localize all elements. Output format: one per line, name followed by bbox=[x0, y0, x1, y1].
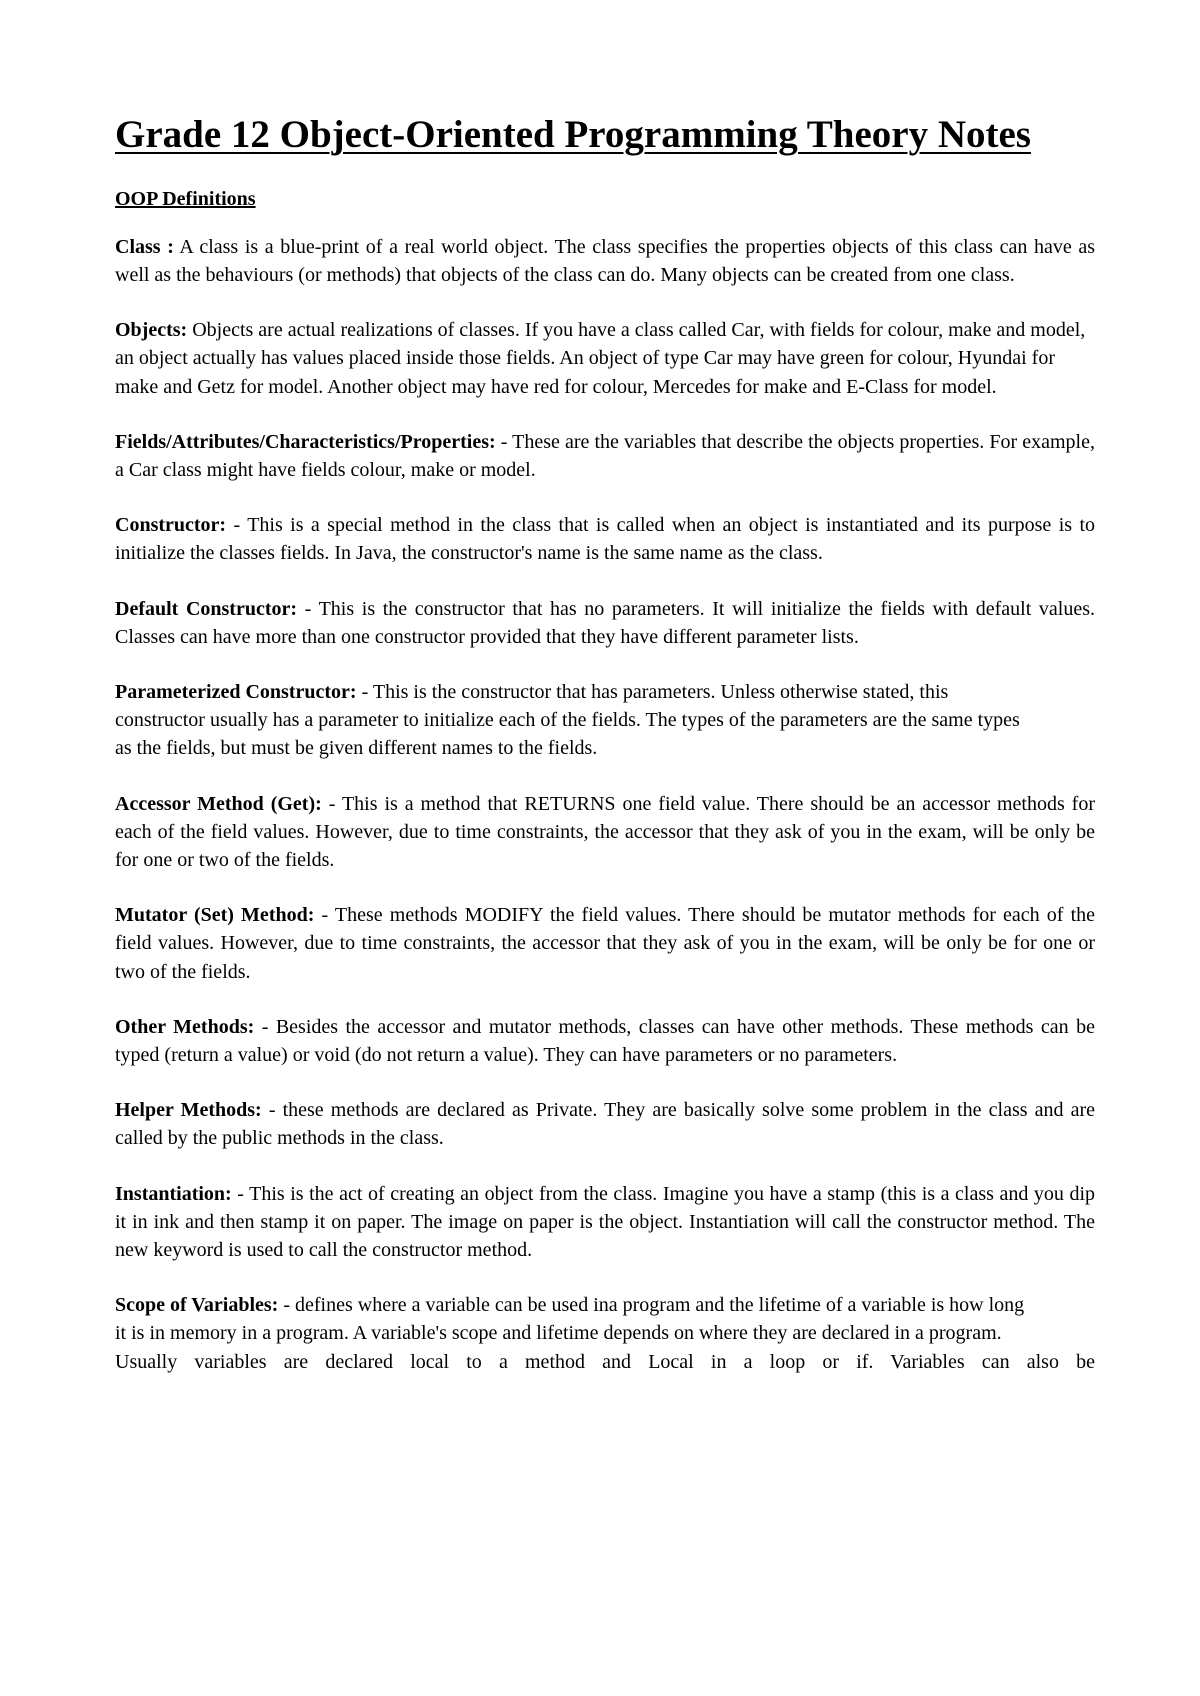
definition-text: - These are the variables that describe the objects properties. For example, a Car class might have fields colour, make or model. bbox=[115, 430, 1095, 482]
definition-text: - This is a method that RETURNS one field value. There should be an accessor methods for each of the field values. However, due to time constraints, the accessor that they ask of you in the exam, will be only be for one or two of the fields. bbox=[115, 792, 1095, 872]
definition-term: Default Constructor: bbox=[115, 597, 298, 620]
definition-parameterized-constructor bbox=[115, 678, 1035, 763]
definition-text: - This is the act of creating an object from the class. Imagine you have a stamp (this is a class and you dip it in ink and then stamp it on paper. The image on paper is the object. Instantiation will call the constructor method. The new keyword is used to call the constructor method. bbox=[115, 1182, 1095, 1262]
section-heading: OOP Definitions bbox=[115, 187, 256, 210]
definition-class bbox=[115, 233, 1095, 289]
definition-term: Constructor: bbox=[115, 514, 227, 537]
document-page bbox=[115, 112, 1095, 1376]
definition-text: - Besides the accessor and mutator methods, classes can have other methods. These methods can be typed (return a value) or void (do not return a value). They can have parameters or no parameters. bbox=[115, 1015, 1095, 1067]
definition-term: Objects: bbox=[115, 319, 188, 342]
definition-text: - This is a special method in the class that is called when an object is instantiated and its purpose is to initialize the classes fields. In Java, the constructor's name is the same name as the class. bbox=[115, 514, 1095, 565]
definition-instantiation bbox=[115, 1180, 1095, 1265]
definition-text: Objects are actual realizations of classes. If you have a class called Car, with fields for colour, make and model, an object actually has values placed inside those fields. An object of type Car may have green for colour, Hyundai for make and Getz for model. Another object may have red for colour, Mercedes for make and E-Class for model. bbox=[115, 319, 1086, 398]
definition-mutator-method bbox=[115, 901, 1095, 986]
definition-default-constructor bbox=[115, 595, 1095, 651]
definition-constructor bbox=[115, 511, 1095, 567]
definition-helper-methods bbox=[115, 1096, 1095, 1152]
definition-term: Accessor Method (Get): bbox=[115, 792, 322, 815]
definition-accessor-method bbox=[115, 790, 1095, 875]
definition-term: Helper Methods: bbox=[115, 1099, 262, 1122]
definition-term: Scope of Variables: bbox=[115, 1294, 279, 1317]
definition-scope-of-variables bbox=[115, 1291, 1035, 1347]
definition-term: Class : bbox=[115, 235, 174, 258]
trailing-paragraph: Usually variables are declared local to a method and Local in a loop or if. Variables can also be bbox=[115, 1350, 1095, 1373]
definition-text: - This is the constructor that has no parameters. It will initialize the fields with default values. Classes can have more than one constructor provided that they have different parameter lists. bbox=[115, 597, 1095, 648]
definition-text: A class is a blue-print of a real world object. The class specifies the properties objects of this class can have as well as the behaviours (or methods) that objects of the class can do. Many objects can be created from one class. bbox=[115, 235, 1096, 286]
definition-text: - This is the constructor that has parameters. Unless otherwise stated, this constructor usually has a parameter to initialize each of the fields. The types of the parameters are the same types as the fields, but must be given different names to the fields. bbox=[115, 681, 1020, 760]
definition-text: - defines where a variable can be used ina program and the lifetime of a variable is how long it is in memory in a program. A variable's scope and lifetime depends on where they are declared in a program. bbox=[115, 1294, 1025, 1345]
definition-fields bbox=[115, 428, 1095, 484]
definition-text: - These methods MODIFY the field values. There should be mutator methods for each of the field values. However, due to time constraints, the accessor that they ask of you in the exam, will be only be for one or two of the fields. bbox=[115, 904, 1096, 983]
definition-term: Mutator (Set) Method: bbox=[115, 904, 315, 927]
definition-objects bbox=[115, 316, 1095, 401]
definition-term: Instantiation: bbox=[115, 1182, 232, 1205]
definition-term: Parameterized Constructor: bbox=[115, 681, 357, 704]
document-title: Grade 12 Object-Oriented Programming Theory Notes bbox=[115, 113, 1031, 156]
definition-other-methods bbox=[115, 1013, 1095, 1069]
definition-term: Fields/Attributes/Characteristics/Properties: bbox=[115, 430, 496, 453]
definition-term: Other Methods: bbox=[115, 1015, 255, 1038]
definition-text: - these methods are declared as Private. They are basically solve some problem in the class and are called by the public methods in the class. bbox=[115, 1099, 1096, 1150]
